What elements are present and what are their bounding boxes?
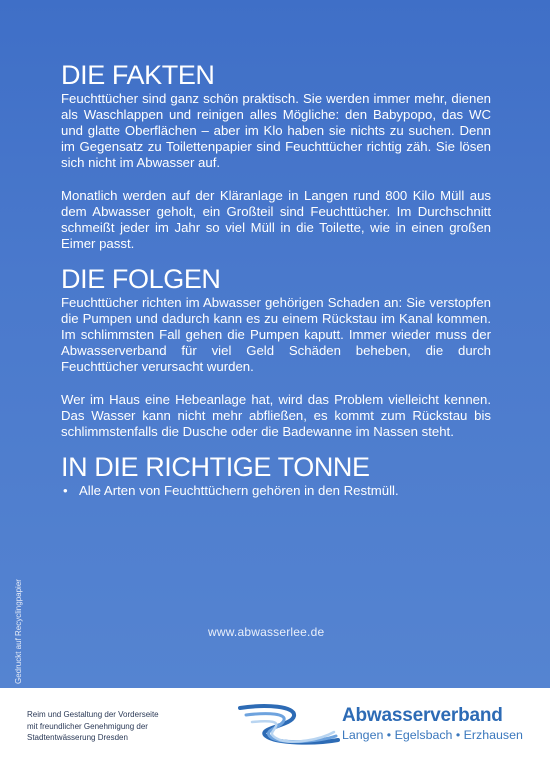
content-column: [61, 60, 491, 499]
list-item: [61, 483, 491, 499]
credit-line-2: mit freundlicher Genehmigung der: [27, 721, 148, 731]
bullet-icon: •: [63, 483, 68, 498]
paragraph-folgen-1: Feuchttücher richten im Abwasser gehörigen Schaden an: Sie verstopfen die Pumpen und dadurch kann es zu einem Rückstau im Kanal kommen. Im schlimmsten Fall gehen die Pumpen kaputt. Immer wieder muss der Abwasserverband für viel Geld Schäden beheben, die durch Feuchttücher verursacht wurden.: [61, 295, 491, 374]
wave-logo-icon: [236, 700, 340, 748]
paragraph-fakten-1: Feuchttücher sind ganz schön praktisch. Sie werden immer mehr, dienen als Waschlappen und reinigen alles Mögliche: den Babypopo, das WC und glatte Oberflächen – aber im Klo haben sie nichts zu suchen. Denn im Gegensatz zu Toilettenpapier sind Feuchttücher richtig zäh. Sie lösen sich nicht im Abwasser auf.: [61, 91, 491, 170]
credit-text: [27, 709, 197, 744]
credit-line-3: Stadtentwässerung Dresden: [27, 733, 128, 742]
bullet-list: [61, 483, 491, 499]
website-link[interactable]: www.abwasserlee.de: [208, 625, 325, 639]
credit-line-1: Reim und Gestaltung der Vorderseite: [27, 710, 159, 719]
heading-folgen: DIE FOLGEN: [61, 264, 221, 294]
heading-fakten: DIE FAKTEN: [61, 60, 215, 90]
org-name: Abwasserverband: [342, 705, 503, 726]
org-logo-text: [342, 705, 523, 743]
heading-tonne: IN DIE RICHTIGE TONNE: [61, 452, 370, 482]
bullet-text: Alle Arten von Feuchttüchern gehören in den Restmüll.: [79, 483, 399, 498]
org-subtitle: Langen • Egelsbach • Erzhausen: [342, 728, 523, 742]
recycling-note: Gedruckt auf Recyclingpapier: [14, 579, 23, 684]
paragraph-fakten-2: Monatlich werden auf der Kläranlage in Langen rund 800 Kilo Müll aus dem Abwasser geholt, ein Großteil sind Feuchttücher. Im Durchschnitt schmeißt jeder im Jahr so viel Müll in die Toilette, wie in einen großen Eimer passt.: [61, 188, 491, 251]
paragraph-folgen-2: Wer im Haus eine Hebeanlage hat, wird das Problem vielleicht kennen. Das Wasser kann nicht mehr abfließen, es kommt zum Rückstau bis schlimmstenfalls die Dusche oder die Badewanne im Nassen steht.: [61, 392, 491, 439]
